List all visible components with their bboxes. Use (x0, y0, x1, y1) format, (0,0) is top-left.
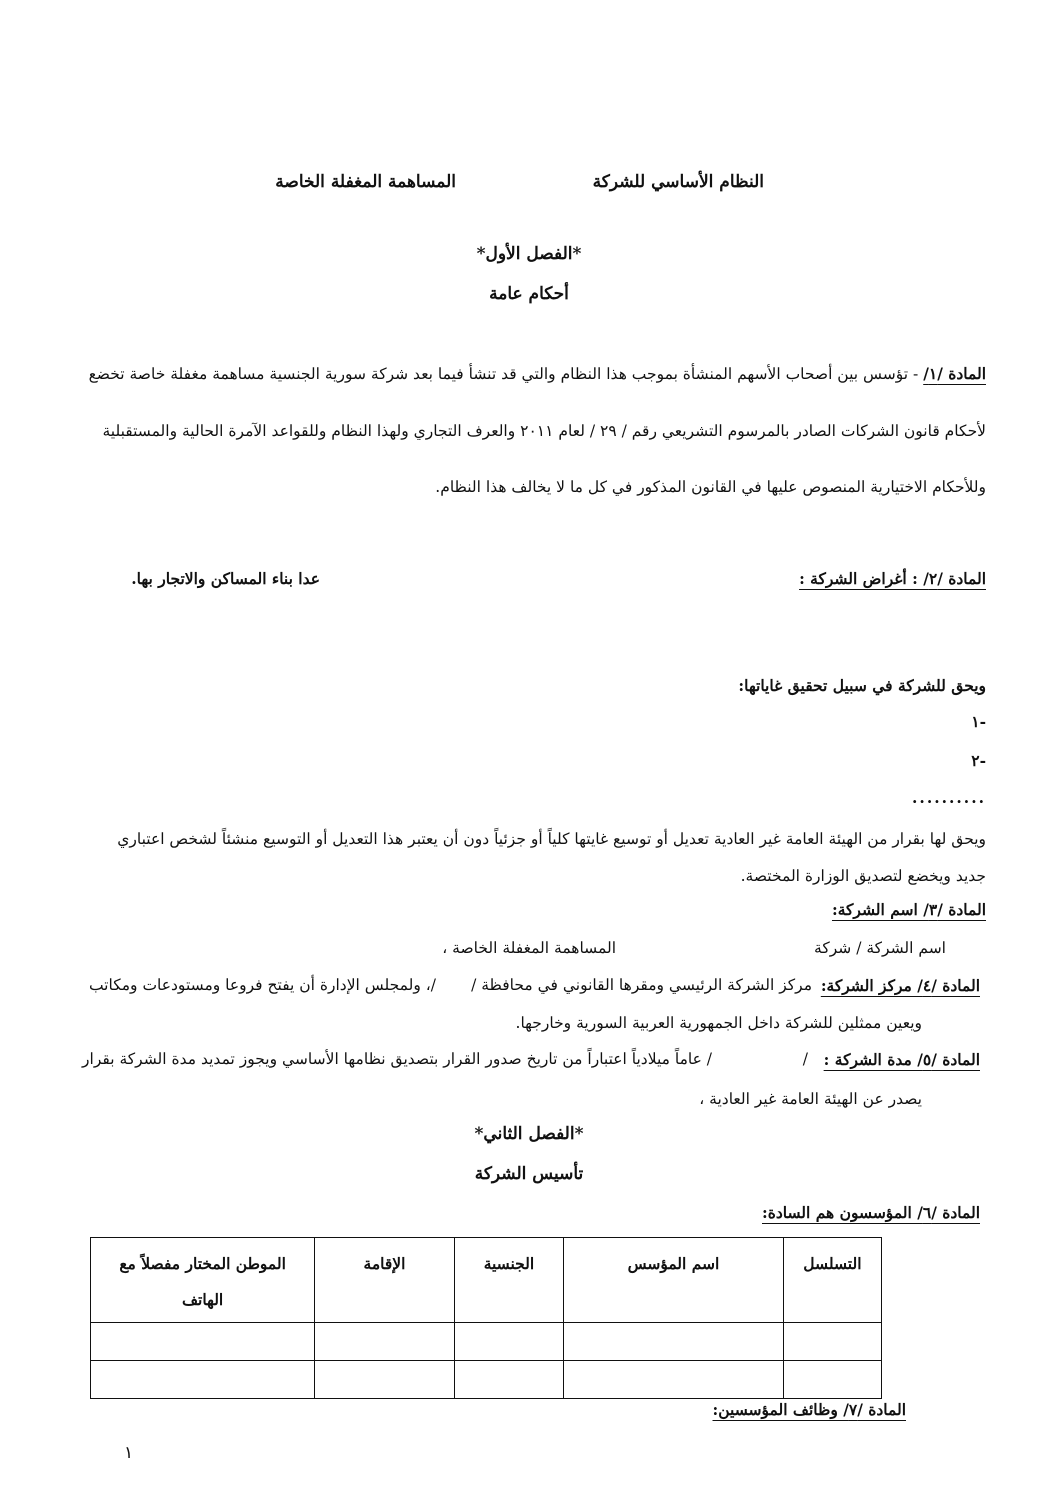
col-header-nationality: الجنسية (454, 1238, 563, 1323)
page-number: ١ (124, 1443, 134, 1463)
article1-line2: لأحكام قانون الشركات الصادر بالمرسوم التشريعي رقم / ٢٩ / لعام ٢٠١١ والعرف التجاري ولهذا النظام وللقواعد الآمرة الحالية والمستقبلية (102, 422, 986, 440)
article1-label: المادة /١/ (923, 364, 986, 383)
col-header-serial: التسلسل (783, 1238, 881, 1323)
article2-label: المادة /٢/ : أغراض الشركة : (799, 569, 986, 588)
col-header-address: الموطن المختار مفصلاً مع الهاتف (91, 1238, 315, 1323)
article6-label: المادة /٦/ المؤسسون هم السادة: (762, 1203, 980, 1222)
col-header-residence: الإقامة (315, 1238, 455, 1323)
table-cell (454, 1361, 563, 1399)
table-cell (564, 1361, 784, 1399)
doc-title-right: النظام الأساسي للشركة (592, 172, 764, 192)
article4-line1-a: مركز الشركة الرئيسي ومقرها القانوني في محافظة / (471, 976, 812, 994)
table-cell (91, 1323, 315, 1361)
table-cell (315, 1323, 455, 1361)
article2-value: عدا بناء المساكن والاتجار بها. (131, 569, 320, 588)
article3-name-prefix: اسم الشركة / شركة (814, 939, 946, 957)
article2-para-line2: جديد ويخضع لتصديق الوزارة المختصة. (740, 867, 986, 885)
article5-label: المادة /٥/ مدة الشركة : (823, 1050, 980, 1069)
article2-item-2: -٢ (971, 751, 986, 770)
article5-line1-b: / عاماً ميلادياً اعتباراً من تاريخ صدور القرار بتصديق نظامها الأساسي ويجوز تمديد مدة الشركة بقرار (82, 1050, 712, 1068)
article7-label: المادة /٧/ وظائف المؤسسين: (712, 1400, 906, 1419)
chapter1-subtitle: أحكام عامة (489, 284, 569, 304)
article5-line2: يصدر عن الهيئة العامة غير العادية ، (699, 1090, 922, 1108)
table-cell (564, 1323, 784, 1361)
table-row (91, 1361, 882, 1399)
chapter2-subtitle: تأسيس الشركة (474, 1164, 584, 1184)
chapter1-title: *الفصل الأول* (476, 244, 582, 264)
doc-title-left: المساهمة المغفلة الخاصة (275, 172, 456, 192)
table-cell (315, 1361, 455, 1399)
article1-text1: - تؤسس بين أصحاب الأسهم المنشأة بموجب هذا النظام والتي قد تنشأ فيما بعد شركة سورية الجنسية مساهمة مغفلة خاصة تخضع (88, 365, 919, 383)
article5-line1-a: / (802, 1050, 808, 1068)
article2-para-line1: ويحق لها بقرار من الهيئة العامة غير العادية تعديل أو توسيع غايتها كلياً أو جزئياً دون أن يعتبر هذا التعديل أو التوسيع منشئاً لشخص اعتباري (117, 830, 986, 848)
article3-name-suffix: المساهمة المغفلة الخاصة ، (442, 939, 616, 957)
col-header-founder-name: اسم المؤسس (564, 1238, 784, 1323)
article2-dots: .......... (912, 788, 986, 807)
founders-table (90, 1237, 882, 1399)
article4-label: المادة /٤/ مركز الشركة: (820, 976, 980, 995)
table-row (91, 1323, 882, 1361)
table-cell (783, 1323, 881, 1361)
article1-line3: وللأحكام الاختيارية المنصوص عليها في القانون المذكور في كل ما لا يخالف هذا النظام. (435, 478, 986, 496)
article2-item-1: -١ (971, 712, 986, 731)
article2-rights-title: ويحق للشركة في سبيل تحقيق غاياتها: (738, 676, 986, 695)
table-cell (91, 1361, 315, 1399)
chapter2-title: *الفصل الثاني* (474, 1124, 584, 1144)
table-cell (783, 1361, 881, 1399)
founders-header-row (91, 1238, 882, 1323)
article3-label: المادة /٣/ اسم الشركة: (831, 900, 986, 919)
article4-line1-b: /، ولمجلس الإدارة أن يفتح فروعا ومستودعات ومكاتب (88, 976, 436, 994)
article1-line1 (72, 364, 986, 383)
article4-line2: ويعين ممثلين للشركة داخل الجمهورية العربية السورية وخارجها. (515, 1014, 922, 1032)
table-cell (454, 1323, 563, 1361)
